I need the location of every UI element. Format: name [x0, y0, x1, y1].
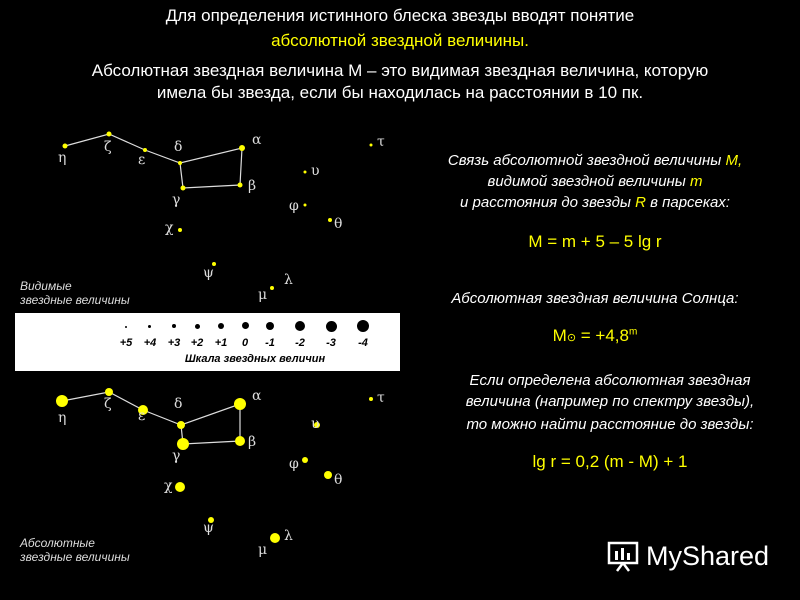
- caption-line: звездные величины: [20, 293, 130, 307]
- star: [239, 145, 245, 151]
- greek-label: α: [252, 388, 262, 404]
- distance-text: [420, 370, 800, 435]
- caption-line: звездные величины: [20, 550, 130, 564]
- star: [63, 144, 68, 149]
- scale-dot: [326, 321, 337, 332]
- scale-value: +2: [190, 337, 204, 349]
- greek-label: η: [58, 150, 67, 166]
- caption-line: Видимые: [20, 279, 72, 293]
- star: [370, 144, 373, 147]
- greek-label: χ: [164, 478, 173, 494]
- logo-text: MyShared: [646, 540, 770, 571]
- myshared-logo: [606, 536, 769, 576]
- star: [107, 132, 112, 137]
- star: [105, 388, 113, 396]
- star: [304, 204, 307, 207]
- scale-dot: [195, 324, 200, 329]
- greek-label: ε: [138, 408, 146, 424]
- star: [302, 457, 308, 463]
- distance-line: Если определена абсолютная звездная: [469, 372, 751, 389]
- greek-label: φ: [289, 456, 299, 472]
- greek-label: χ: [165, 220, 174, 236]
- greek-label: τ: [377, 390, 385, 406]
- distance-line: величина (например по спектру звезды),: [465, 393, 755, 410]
- greek-label: φ: [289, 198, 299, 214]
- scale-value: 0: [241, 337, 249, 349]
- star: [175, 482, 185, 492]
- scale-dot: [218, 323, 224, 329]
- relation-line-3: и расстояния до звезды R в парсеках:: [460, 194, 730, 211]
- definition-line-2: имела бы звезда, если бы находилась на расстоянии в 10 пк.: [156, 83, 644, 102]
- star: [270, 533, 280, 543]
- sun-formula: M⊙ = $+4,8^m$: [552, 326, 638, 345]
- scale-dot: [357, 320, 369, 332]
- scale-dot: [172, 324, 176, 328]
- greek-label: ψ: [203, 520, 214, 536]
- greek-label: γ: [172, 192, 181, 208]
- scale-value: -2: [295, 337, 305, 349]
- greek-label: β: [248, 178, 257, 194]
- relation-line-1: Связь абсолютной звездной величины М,: [447, 152, 743, 169]
- presentation-icon: [606, 539, 640, 573]
- magnitude-formula: M = m + 5 – 5 lg r: [528, 232, 662, 251]
- scale-value: +1: [214, 337, 228, 349]
- header-line-2: абсолютной звездной величины.: [271, 31, 529, 50]
- greek-label: θ: [334, 472, 343, 488]
- star: [328, 218, 332, 222]
- star: [235, 436, 245, 446]
- greek-label: ζ: [104, 396, 112, 412]
- scale-value: -3: [326, 337, 336, 349]
- caption-absolute: [20, 536, 130, 564]
- scale-dot: [266, 322, 274, 330]
- scale-value: +4: [143, 337, 157, 349]
- greek-label: β: [248, 434, 257, 450]
- star: [304, 171, 307, 174]
- sun-title: Абсолютная звездная величина Солнца:: [451, 290, 739, 307]
- star: [270, 286, 274, 290]
- greek-label: γ: [172, 448, 181, 464]
- star: [234, 398, 246, 410]
- star: [324, 471, 332, 479]
- greek-label: η: [58, 410, 67, 426]
- scale-dot: [242, 322, 249, 329]
- greek-label: τ: [377, 134, 385, 150]
- star: [238, 183, 243, 188]
- magnitude-scale: [15, 313, 400, 371]
- star: [56, 395, 68, 407]
- distance-line: то можно найти расстояние до звезды:: [466, 416, 754, 433]
- greek-label: ε: [138, 152, 146, 168]
- greek-label: δ: [174, 139, 183, 155]
- constellation-visible: [65, 134, 242, 188]
- greek-label: δ: [174, 396, 183, 412]
- caption-line: Абсолютные: [20, 536, 95, 550]
- scale-dot: [148, 325, 151, 328]
- greek-label: ζ: [104, 139, 112, 155]
- greek-label: μ: [258, 287, 268, 303]
- relation-line-2: видимой звездной величины m: [487, 173, 703, 190]
- greek-label: α: [252, 132, 262, 148]
- greek-label: λ: [284, 272, 293, 288]
- stars-visible: [63, 132, 373, 291]
- star: [181, 186, 186, 191]
- header-line-1: Для определения истинного блеска звезды вводят понятие: [165, 6, 635, 25]
- scale-value: -4: [358, 337, 368, 349]
- relation-text: [400, 150, 790, 213]
- star: [178, 161, 182, 165]
- scale-dot: [295, 321, 305, 331]
- scale-dot: [125, 326, 127, 328]
- scale-value: -1: [265, 337, 275, 349]
- sun-symbol: ⊙: [566, 332, 577, 344]
- star: [177, 421, 185, 429]
- greek-label: θ: [334, 216, 343, 232]
- scale-label: Шкала звездных величин: [184, 353, 326, 365]
- star: [178, 228, 182, 232]
- constellation-absolute: [62, 392, 240, 444]
- scale-value: +5: [119, 337, 133, 349]
- constellation-line: [62, 392, 240, 444]
- definition-line-1: Абсолютная звездная величина М – это видимая звездная величина, которую: [91, 61, 709, 80]
- scale-value: +3: [167, 337, 181, 349]
- greek-label: υ: [311, 416, 320, 432]
- greek-label: υ: [311, 163, 320, 179]
- greek-label: λ: [284, 528, 293, 544]
- constellation-line: [65, 134, 242, 188]
- caption-visible: [20, 279, 130, 307]
- greek-label: μ: [258, 542, 268, 558]
- greek-label: ψ: [203, 265, 214, 281]
- distance-formula: lg r = 0,2 (m - M) + 1: [532, 452, 688, 471]
- star: [369, 397, 373, 401]
